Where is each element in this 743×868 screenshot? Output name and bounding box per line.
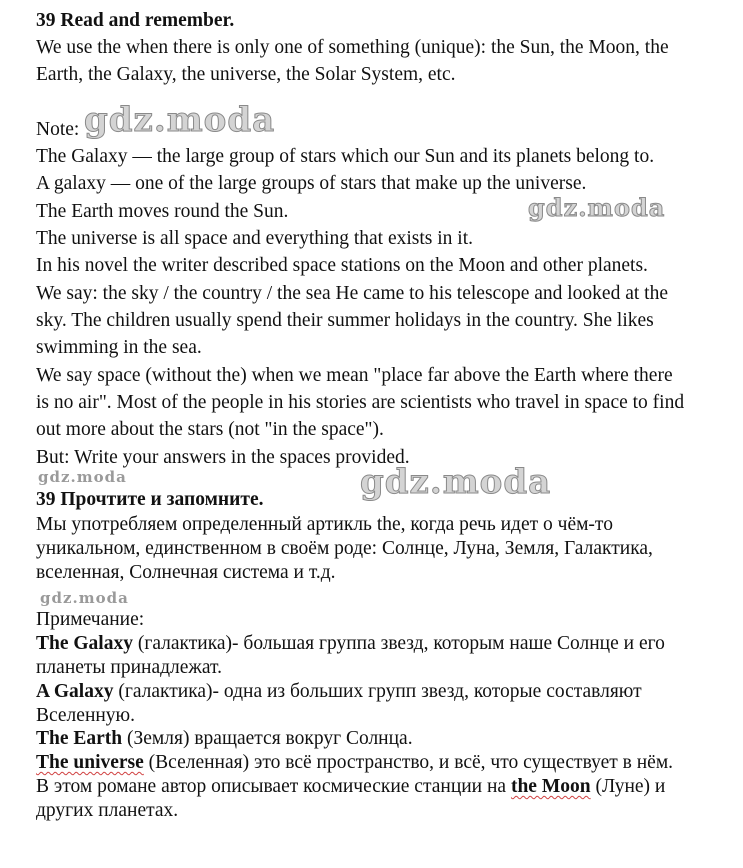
term-a-galaxy: A Galaxy — [36, 681, 114, 702]
galaxy-the-definition: (галактика)- большая группа звезд, которым наше Солнце и его — [132, 633, 665, 654]
english-note-label: Note: — [36, 119, 80, 140]
novel-text-end: (Луне) и — [590, 776, 666, 797]
term-the-galaxy: The Galaxy — [36, 633, 133, 654]
russian-galaxy-a-continuation: Вселенную. — [36, 705, 136, 726]
novel-text-start: В этом романе автор описывает космические станции на — [36, 776, 511, 797]
russian-intro-line-3: вселенная, Солнечная система и т.д. — [36, 562, 336, 583]
term-the-universe: The universe — [36, 752, 144, 773]
russian-galaxy-the-continuation: планеты принадлежат. — [36, 657, 222, 678]
russian-galaxy-a-line — [36, 679, 642, 705]
russian-earth-line — [36, 726, 413, 752]
watermark-logo: gdz.moda — [40, 589, 129, 607]
watermark-logo: gdz.moda — [360, 462, 552, 502]
english-say-line-3: swimming in the sea. — [36, 337, 202, 358]
watermark-logo: gdz.moda — [84, 100, 276, 140]
universe-definition: (Вселенная) это всё пространство, и всё, что существует в нём. — [143, 752, 674, 773]
english-example-galaxy: The Galaxy — the large group of stars which our Sun and its planets belong to. — [36, 146, 655, 167]
english-space-line-2: is no air". Most of the people in his stories are scientists who travel in space to find — [36, 392, 685, 413]
english-intro-line-2: Earth, the Galaxy, the universe, the Solar System, etc. — [36, 64, 456, 85]
english-example-novel: In his novel the writer described space stations on the Moon and other planets. — [36, 255, 648, 276]
english-but-line: But: Write your answers in the spaces provided. — [36, 447, 410, 468]
russian-heading: 39 Прочтите и запомните. — [36, 489, 264, 510]
russian-intro-line-1: Мы употребляем определенный артикль the, когда речь идет о чём-то — [36, 514, 613, 535]
english-say-line-2: sky. The children usually spend their summer holidays in the country. She likes — [36, 310, 654, 331]
galaxy-a-definition: (галактика)- одна из больших групп звезд, которые составляют — [113, 681, 642, 702]
russian-note-label: Примечание: — [36, 609, 145, 630]
english-space-line-1: We say space (without the) when we mean "place far above the Earth where there — [36, 365, 673, 386]
english-example-earth: The Earth moves round the Sun. — [36, 201, 289, 222]
term-the-earth: The Earth — [36, 728, 123, 749]
english-example-universe: The universe is all space and everything that exists in it. — [36, 228, 474, 249]
english-space-line-3: out more about the stars (not "in the space"). — [36, 419, 384, 440]
russian-galaxy-the-line — [36, 631, 665, 657]
english-say-line-1: We say: the sky / the country / the sea He came to his telescope and looked at the — [36, 283, 668, 304]
english-heading: 39 Read and remember. — [36, 10, 235, 31]
russian-intro-line-2: уникальном, единственном в своём роде: Солнце, Луна, Земля, Галактика, — [36, 538, 653, 559]
term-the-moon: the Moon — [510, 776, 591, 797]
russian-universe-line — [36, 750, 673, 776]
watermark-logo: gdz.moda — [528, 193, 666, 222]
russian-novel-continuation: других планетах. — [36, 800, 179, 821]
earth-definition: (Земля) вращается вокруг Солнца. — [122, 728, 413, 749]
english-example-a-galaxy: A galaxy — one of the large groups of stars that make up the universe. — [36, 173, 587, 194]
russian-novel-line — [36, 774, 665, 800]
english-intro-line-1: We use the when there is only one of something (unique): the Sun, the Moon, the — [36, 37, 669, 58]
watermark-logo: gdz.moda — [38, 468, 127, 486]
